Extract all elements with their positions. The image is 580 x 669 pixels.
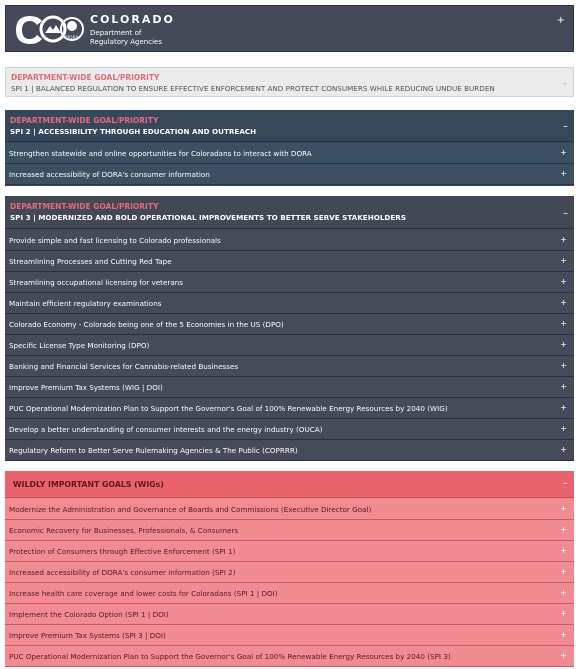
spi3-item-label: Colorado Economy - Colorado being one of the 5 Economies in the US (DPO)	[9, 319, 284, 329]
expand-icon[interactable]: +	[560, 504, 567, 513]
expand-icon[interactable]: +	[560, 235, 567, 244]
agency-line-2: Regulatory Agencies	[90, 37, 162, 46]
dora-badge-text: DORA	[65, 36, 79, 41]
spi3-item[interactable]	[5, 251, 574, 272]
spi3-item-label: Develop a better understanding of consumer interests and the energy industry (OUCA)	[9, 424, 323, 434]
spi1-collapse-icon[interactable]: –	[562, 79, 567, 89]
spi2-item-label: Strengthen statewide and online opportunities for Coloradans to interact with DORA	[9, 148, 312, 158]
spi3-title: SPI 3 | MODERNIZED AND BOLD OPERATIONAL IMPROVEMENTS TO BETTER SERVE STAKEHOLDERS	[10, 213, 407, 222]
spi3-kicker: DEPARTMENT-WIDE GOAL/PRIORITY	[10, 202, 159, 211]
spi2-header[interactable]	[5, 110, 574, 142]
wig-item-label: Protection of Consumers through Effective Enforcement (SPI 1)	[9, 546, 236, 556]
spi2-item[interactable]	[5, 164, 574, 185]
expand-icon[interactable]: +	[560, 445, 567, 454]
spi3-item[interactable]	[5, 335, 574, 356]
spi1-title: SPI 1 | BALANCED REGULATION TO ENSURE EFFECTIVE ENFORCEMENT AND PROTECT CONSUMERS WHILE REDUCING UNDUE BURDEN	[11, 84, 495, 93]
header-expand-icon[interactable]: +	[556, 15, 565, 26]
wig-item-label: Increase health care coverage and lower costs for Coloradans (SPI 1 | DOI)	[9, 588, 278, 598]
wig-item-label: PUC Operational Modernization Plan to Support the Governor's Goal of 100% Renewable Energy Resources by 2040 (SPI 3)	[9, 651, 451, 661]
expand-icon[interactable]: +	[560, 567, 567, 576]
spi3-item[interactable]	[5, 356, 574, 377]
spi3-item[interactable]	[5, 230, 574, 251]
expand-icon[interactable]: +	[560, 651, 567, 660]
wig-item-label: Increased accessibility of DORA's consumer information (SPI 2)	[9, 567, 236, 577]
wig-item-label: Implement the Colorado Option (SPI 1 | DOI)	[9, 609, 169, 619]
spi3-item[interactable]	[5, 314, 574, 335]
wig-item[interactable]	[5, 604, 574, 625]
expand-icon[interactable]: +	[560, 319, 567, 328]
expand-icon[interactable]: +	[560, 588, 567, 597]
spi3-item-label: Banking and Financial Services for Cannabis-related Businesses	[9, 361, 239, 371]
wig-item[interactable]	[5, 541, 574, 562]
agency-name	[90, 29, 162, 46]
spi3-header[interactable]	[5, 196, 574, 229]
spi3-item[interactable]	[5, 377, 574, 398]
spi3-item[interactable]	[5, 398, 574, 419]
wig-item[interactable]	[5, 562, 574, 583]
brand-title: COLORADO	[90, 13, 175, 26]
spi3-item[interactable]	[5, 419, 574, 440]
expand-icon[interactable]: +	[560, 382, 567, 391]
spi2-title: SPI 2 | ACCESSIBILITY THROUGH EDUCATION AND OUTREACH	[10, 127, 257, 136]
wig-item[interactable]	[5, 520, 574, 541]
spi2-panel	[5, 110, 574, 186]
spi3-item-label: Specific License Type Monitoring (DPO)	[9, 340, 150, 350]
wig-item[interactable]	[5, 646, 574, 667]
spi3-item-label: Regulatory Reform to Better Serve Rulemaking Agencies & The Public (COPRRR)	[9, 445, 298, 455]
spi3-item-label: Streamlining occupational licensing for veterans	[9, 277, 184, 287]
spi3-item-label: Maintain efficient regulatory examinations	[9, 298, 162, 308]
expand-icon[interactable]: +	[560, 298, 567, 307]
expand-icon[interactable]: +	[560, 609, 567, 618]
wig-item-label: Improve Premium Tax Systems (SPI 3 | DOI)	[9, 630, 166, 640]
expand-icon[interactable]: +	[560, 403, 567, 412]
wig-collapse-icon[interactable]: –	[563, 478, 568, 489]
spi3-item-label: Provide simple and fast licensing to Colorado professionals	[9, 235, 221, 245]
wig-item[interactable]	[5, 499, 574, 520]
agency-line-1: Department of	[90, 29, 142, 37]
colorado-c-logo	[14, 13, 84, 46]
expand-icon[interactable]: +	[560, 340, 567, 349]
expand-icon[interactable]: +	[560, 277, 567, 286]
expand-icon[interactable]: +	[560, 525, 567, 534]
expand-icon[interactable]: +	[560, 630, 567, 639]
wig-panel	[5, 471, 574, 667]
dora-header[interactable]	[5, 5, 574, 52]
wig-item-label: Modernize the Administration and Governance of Boards and Commissions (Executive Director Goal)	[9, 504, 372, 514]
spi3-item-label: Improve Premium Tax Systems (WIG | DOI)	[9, 382, 163, 392]
expand-icon[interactable]: +	[560, 148, 567, 157]
spi3-item-label: PUC Operational Modernization Plan to Support the Governor's Goal of 100% Renewable Energy Resources by 2040 (WIG)	[9, 403, 448, 413]
wig-item[interactable]	[5, 583, 574, 604]
spi3-item[interactable]	[5, 293, 574, 314]
spi1-panel[interactable]	[5, 67, 574, 97]
spi1-kicker: DEPARTMENT-WIDE GOAL/PRIORITY	[11, 73, 160, 82]
wig-title: WILDLY IMPORTANT GOALS (WIGs)	[13, 480, 164, 489]
wig-item[interactable]	[5, 625, 574, 646]
expand-icon[interactable]: +	[560, 424, 567, 433]
wig-item-label: Economic Recovery for Businesses, Professionals, & Consumers	[9, 525, 239, 535]
spi2-item[interactable]	[5, 143, 574, 164]
spi3-panel	[5, 196, 574, 461]
expand-icon[interactable]: +	[560, 256, 567, 265]
spi2-collapse-icon[interactable]: –	[563, 121, 568, 132]
spi3-item[interactable]	[5, 440, 574, 461]
expand-icon[interactable]: +	[560, 546, 567, 555]
expand-icon[interactable]: +	[560, 169, 567, 178]
spi3-item-label: Streamlining Processes and Cutting Red Tape	[9, 256, 172, 266]
spi3-collapse-icon[interactable]: –	[563, 208, 568, 219]
spi2-kicker: DEPARTMENT-WIDE GOAL/PRIORITY	[10, 116, 159, 125]
spi2-item-label: Increased accessibility of DORA's consumer information	[9, 169, 210, 179]
wig-header[interactable]	[5, 471, 574, 498]
expand-icon[interactable]: +	[560, 361, 567, 370]
spi3-item[interactable]	[5, 272, 574, 293]
